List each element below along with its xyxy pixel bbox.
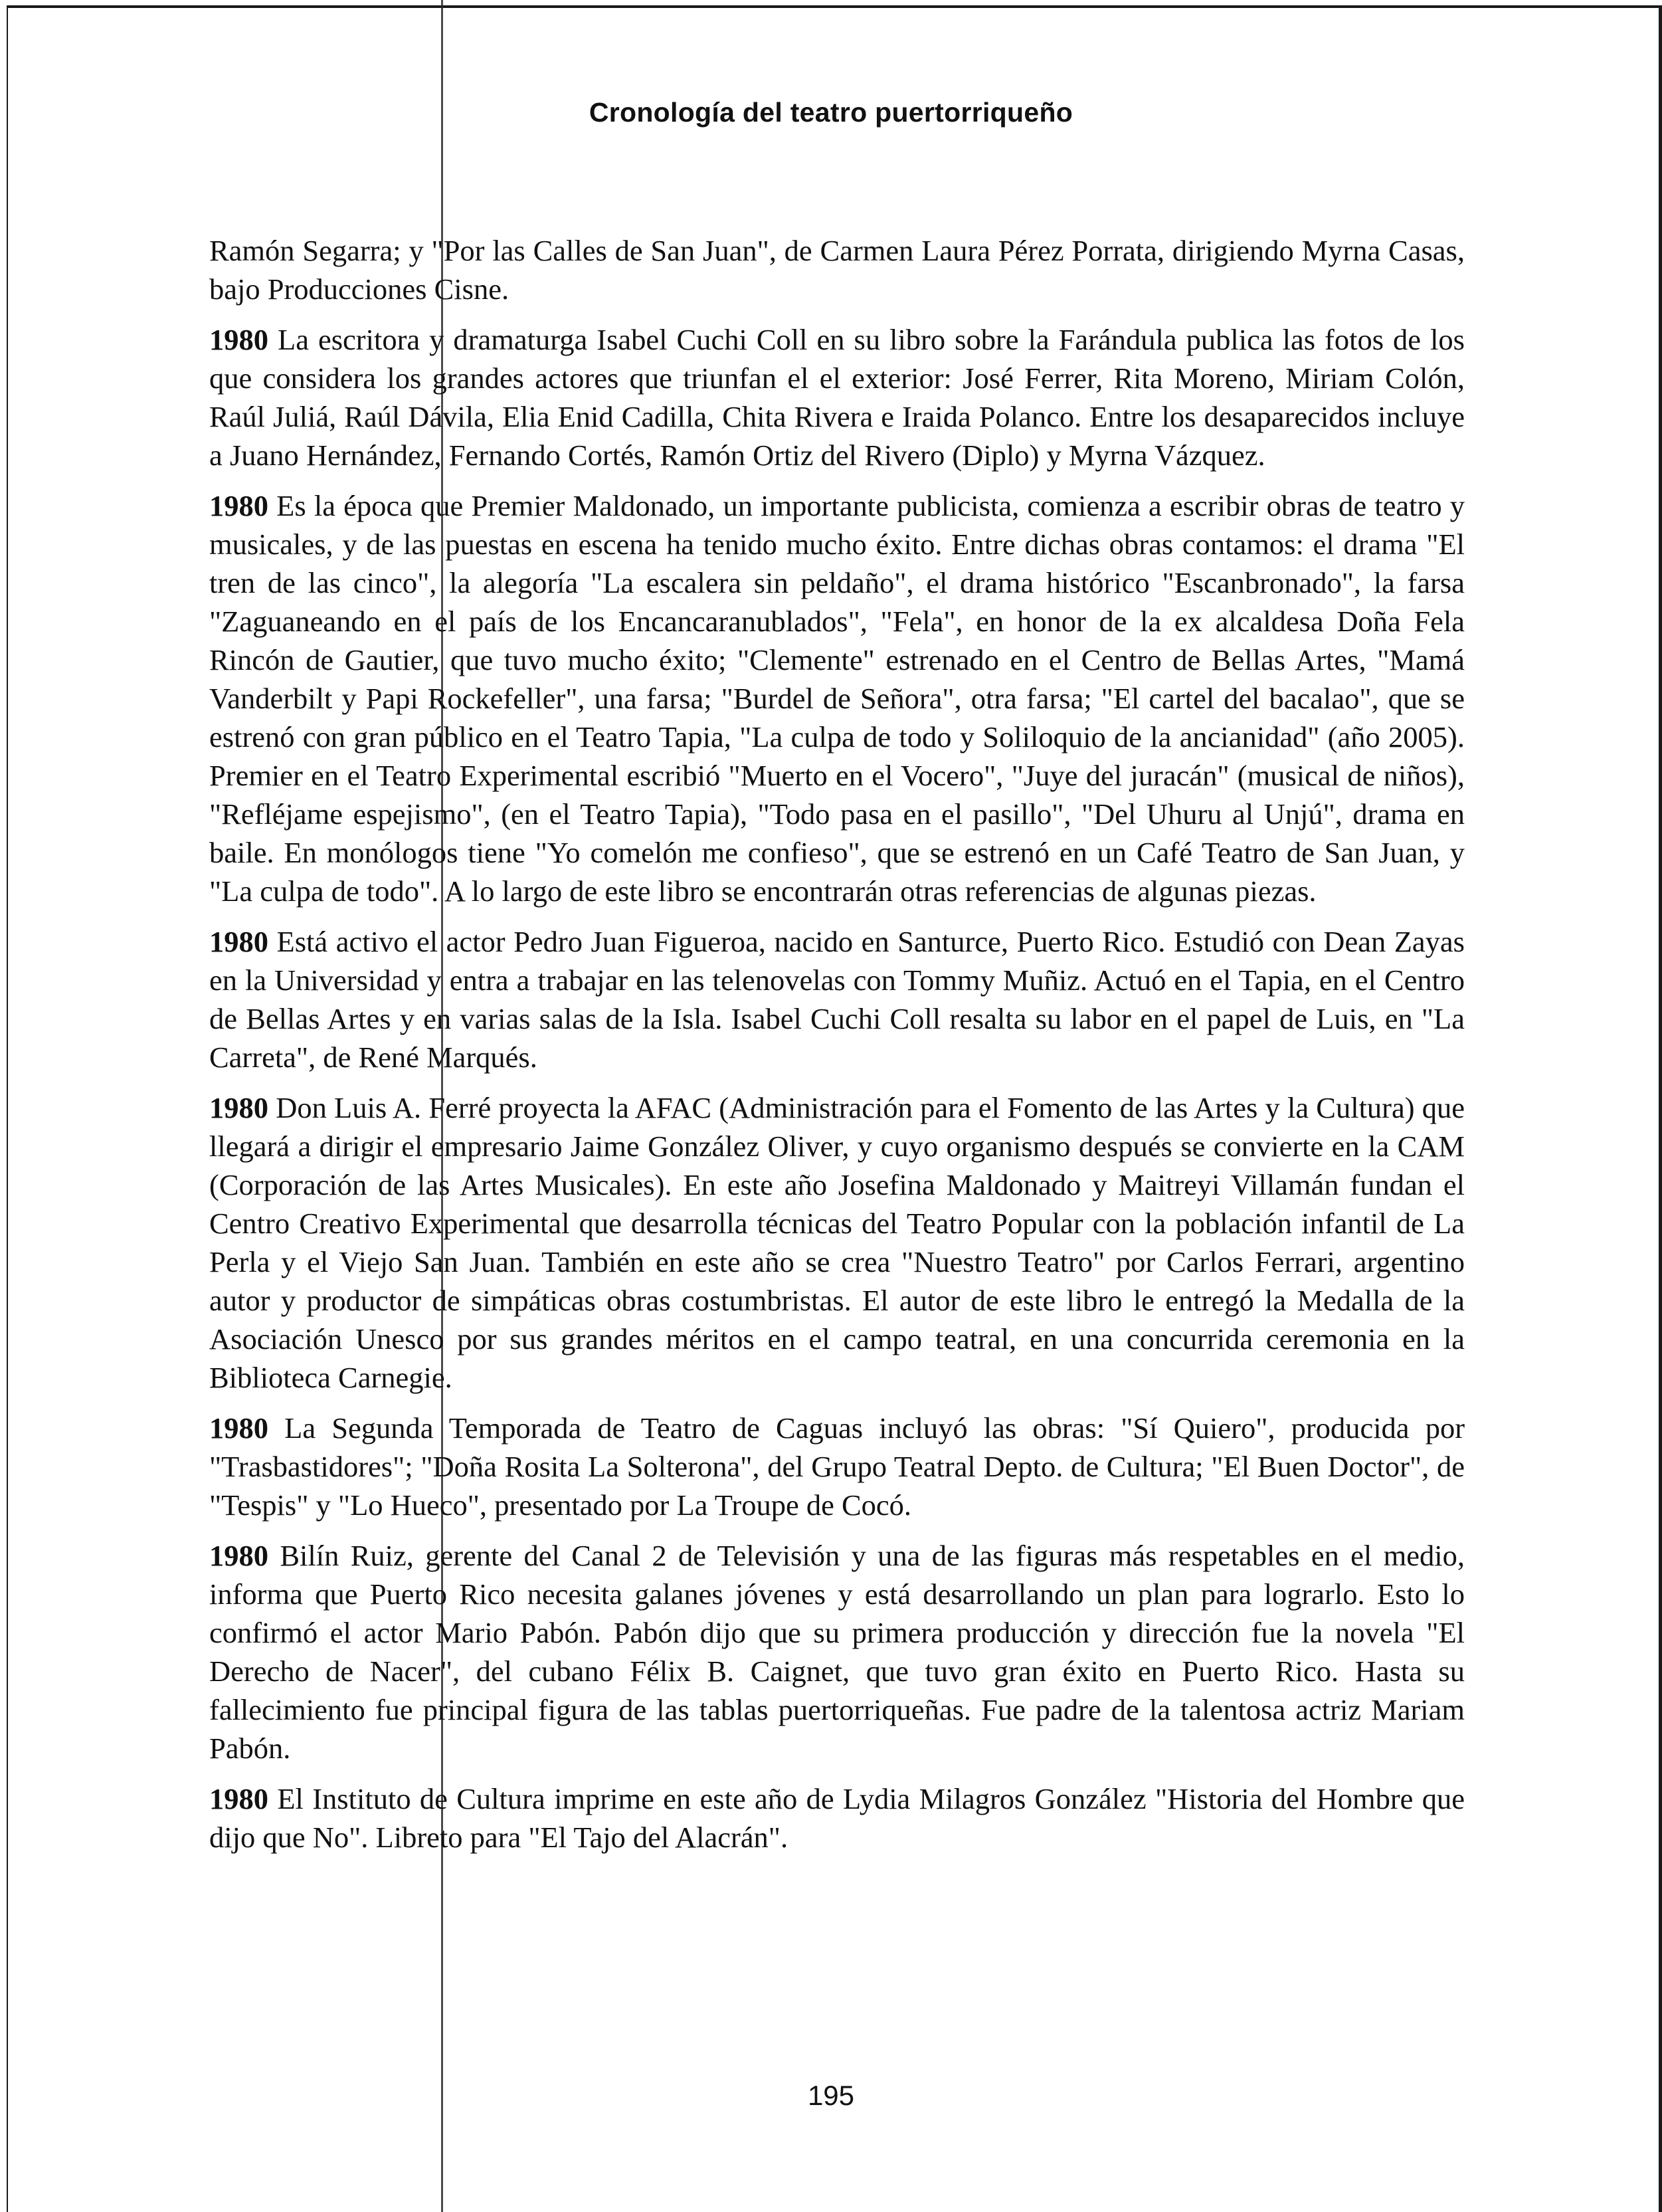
entry-text: Es la época que Premier Maldonado, un importante publicista, comienza a escribir obras de teatro y musicales, y de las puestas en escena ha tenido mucho éxito. Entre dichas obras contamos: el drama "El tren de las cinco", la alegoría "La escalera sin peldaño", el drama histórico "Escanbronado", la farsa "Zaguaneando en el país de los Encancaranublados", "Fela", en honor de la ex alcaldesa Doña Fela Rincón de Gautier, que tuvo mucho éxito; "Clemente" estrenado en el Centro de Bellas Artes, "Mamá Vanderbilt y Papi Rockefeller", una farsa; "Burdel de Señora", otra farsa; "El cartel del bacalao", que se estrenó con gran público en el Teatro Tapia, "La culpa de todo y Soliloquio de la ancianidad" (año 2005). Premier en el Teatro Experimental escribió "Muerto en el Vocero", "Juye del juracán" (musical de niños), "Refléjame espejismo", (en el Teatro Tapia), "Todo pasa en el pasillo", "Del Uhuru al Unjú", drama en baile. En monólogos tiene "Yo comelón me confieso", que se estrenó en un Café Teatro de San Juan, y "La culpa de todo". A lo largo de este libro se encontrarán otras referencias de algunas piezas. (209, 489, 1465, 908)
running-header: Cronología del teatro puertorriqueño (589, 97, 1073, 128)
page-body (209, 231, 1465, 1868)
entry-year: 1980 (209, 1411, 268, 1445)
entry-year: 1980 (209, 1091, 268, 1124)
entry-year: 1980 (209, 1539, 268, 1572)
entry-paragraph (209, 320, 1465, 474)
entry-paragraph (209, 486, 1465, 910)
entry-text: Bilín Ruiz, gerente del Canal 2 de Televisión y una de las figuras más respetables en el medio, informa que Puerto Rico necesita galanes jóvenes y está desarrollando un plan para lograrlo. Esto lo confirmó el actor Mario Pabón. Pabón dijo que su primera producción y dirección fue la novela "El Derecho de Nacer", del cubano Félix B. Caignet, que tuvo gran éxito en Puerto Rico. Hasta su fallecimiento fue principal figura de las tablas puertorriqueñas. Fue padre de la talentosa actriz Mariam Pabón. (209, 1539, 1465, 1765)
entry-text: El Instituto de Cultura imprime en este año de Lydia Milagros González "Historia del Hombre que dijo que No". Libreto para "El Tajo del Alacrán". (209, 1782, 1465, 1854)
entry-paragraph (209, 1536, 1465, 1767)
scan-border-left (7, 5, 8, 2212)
page-number: 195 (807, 2080, 855, 2111)
entry-paragraph (209, 1409, 1465, 1524)
entry-text: Está activo el actor Pedro Juan Figueroa, nacido en Santurce, Puerto Rico. Estudió con Dean Zayas en la Universidad y entra a trabajar en las telenovelas con Tommy Muñiz. Actuó en el Tapia, en el Centro de Bellas Artes y en varias salas de la Isla. Isabel Cuchi Coll resalta su labor en el papel de Luis, en "La Carreta", de René Marqués. (209, 925, 1465, 1074)
entry-year: 1980 (209, 323, 268, 356)
scan-border-top (7, 5, 1662, 8)
entry-text: La Segunda Temporada de Teatro de Caguas incluyó las obras: "Sí Quiero", producida por "Trasbastidores"; "Doña Rosita La Solterona", del Grupo Teatral Depto. de Cultura; "El Buen Doctor", de "Tespis" y "Lo Hueco", presentado por La Troupe de Cocó. (209, 1411, 1465, 1522)
entry-paragraph (209, 1779, 1465, 1857)
entry-year: 1980 (209, 489, 268, 522)
entry-paragraph (209, 922, 1465, 1076)
entry-text: La escritora y dramaturga Isabel Cuchi Coll en su libro sobre la Farándula publica las fotos de los que considera los grandes actores que triunfan el el exterior: José Ferrer, Rita Moreno, Miriam Colón, Raúl Juliá, Raúl Dávila, Elia Enid Cadilla, Chita Rivera e Iraida Polanco. Entre los desaparecidos incluye a Juano Hernández, Fernando Cortés, Ramón Ortiz del Rivero (Diplo) y Myrna Vázquez. (209, 323, 1465, 472)
entry-text: Ramón Segarra; y "Por las Calles de San Juan", de Carmen Laura Pérez Porrata, dirigiendo Myrna Casas, bajo Producciones Cisne. (209, 234, 1465, 306)
entry-paragraph (209, 231, 1465, 308)
entry-text: Don Luis A. Ferré proyecta la AFAC (Administración para el Fomento de las Artes y la Cultura) que llegará a dirigir el empresario Jaime González Oliver, y cuyo organismo después se convierte en la CAM (Corporación de las Artes Musicales). En este año Josefina Maldonado y Maitreyi Villamán fundan el Centro Creativo Experimental que desarrolla técnicas del Teatro Popular con la población infantil de La Perla y el Viejo San Juan. También en este año se crea "Nuestro Teatro" por Carlos Ferrari, argentino autor y productor de simpáticas obras costumbristas. El autor de este libro le entregó la Medalla de la Asociación Unesco por sus grandes méritos en el campo teatral, en una concurrida ceremonia en la Biblioteca Carnegie. (209, 1091, 1465, 1394)
entry-year: 1980 (209, 1782, 268, 1815)
entry-paragraph (209, 1088, 1465, 1397)
scan-border-right (1659, 5, 1662, 2212)
entry-year: 1980 (209, 925, 268, 958)
